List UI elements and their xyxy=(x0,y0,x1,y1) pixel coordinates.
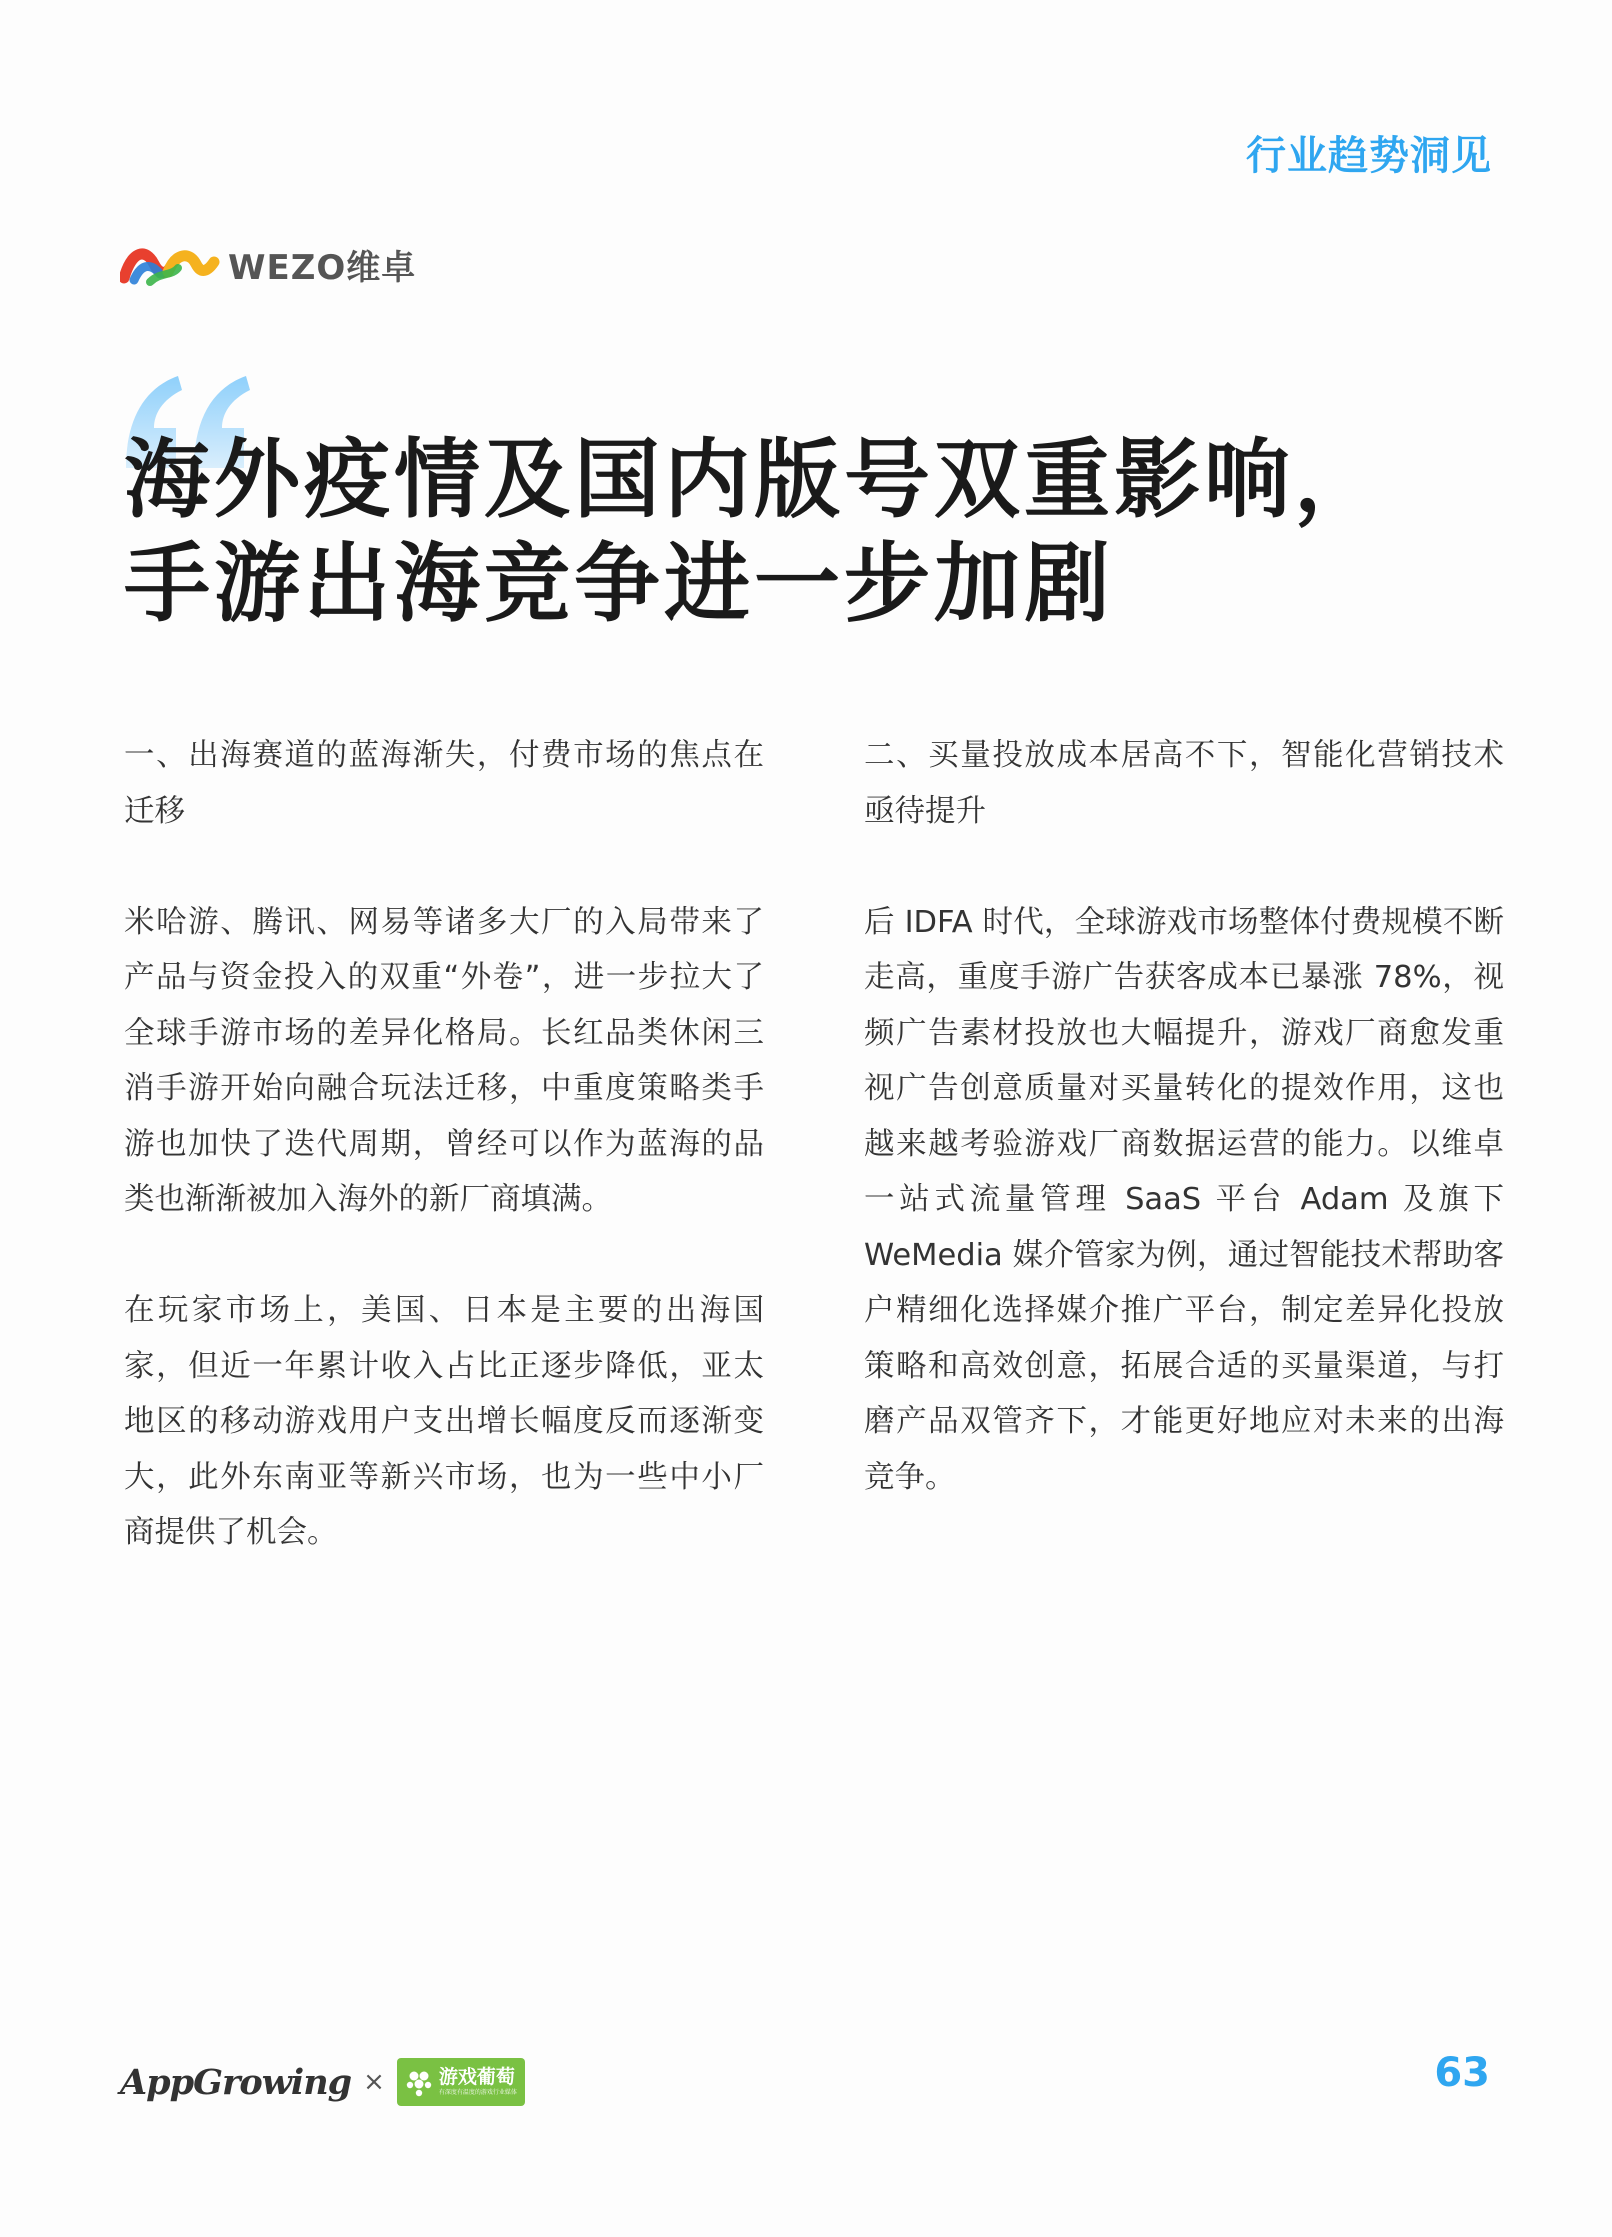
left-column xyxy=(124,728,764,1616)
times-sign: × xyxy=(363,2067,385,2097)
left-paragraph-2: 在玩家市场上，美国、日本是主要的出海国家，但近一年累计收入占比正逐步降低，亚太地区的移动游戏用户支出增长幅度反而逐渐变大，此外东南亚等新兴市场，也为一些中小厂商提供了机会。 xyxy=(124,1293,764,1550)
grape-icon xyxy=(405,2067,435,2097)
right-column xyxy=(864,728,1504,1561)
partner-name: 游戏葡萄 xyxy=(438,2066,515,2088)
wezo-wave-logo-icon xyxy=(120,242,220,288)
left-paragraph-1: 米哈游、腾讯、网易等诸多大厂的入局带来了产品与资金投入的双重“外卷”，进一步拉大了全球手游市场的差异化格局。长红品类休闲三消手游开始向融合玩法迁移，中重度策略类手游也加快了迭代周期，曾经可以作为蓝海的品类也渐渐被加入海外的新厂商填满。 xyxy=(124,904,764,1217)
partner-tagline: 有深度有温度的游戏行业媒体 xyxy=(438,2089,517,2096)
brand-name: WEZO维卓 xyxy=(228,248,417,288)
footer-logos xyxy=(120,2058,525,2106)
headline xyxy=(124,428,1424,636)
right-paragraph-1: 后 IDFA 时代，全球游戏市场整体付费规模不断走高，重度手游广告获客成本已暴涨 78%，视频广告素材投放也大幅提升，游戏厂商愈发重视广告创意质量对买量转化的提效作用，这也越来越考验游戏厂商数据运营的能力。以维卓一站式流量管理 SaaS 平台 Adam 及旗下 WeMedia 媒介管家为例，通过智能技术帮助客户精细化选择媒介推广平台，制定差异化投放策略和高效创意，拓展合适的买量渠道，与打磨产品双管齐下，才能更好地应对未来的出海竞争。 xyxy=(864,904,1504,1495)
left-heading: 一、出海赛道的蓝海渐失，付费市场的焦点在迁移 xyxy=(124,738,764,829)
partner-logo xyxy=(397,2058,525,2106)
headline-line-1: 海外疫情及国内版号双重影响， xyxy=(124,430,1384,530)
right-heading: 二、买量投放成本居高不下，智能化营销技术亟待提升 xyxy=(864,738,1504,829)
section-tag: 行业趋势洞见 xyxy=(1246,133,1492,179)
brand-header xyxy=(120,240,416,289)
appgrowing-logo: AppGrowing xyxy=(120,2061,352,2103)
headline-line-2: 手游出海竞争进一步加剧 xyxy=(124,534,1114,634)
page-number: 63 xyxy=(1434,2050,1490,2096)
